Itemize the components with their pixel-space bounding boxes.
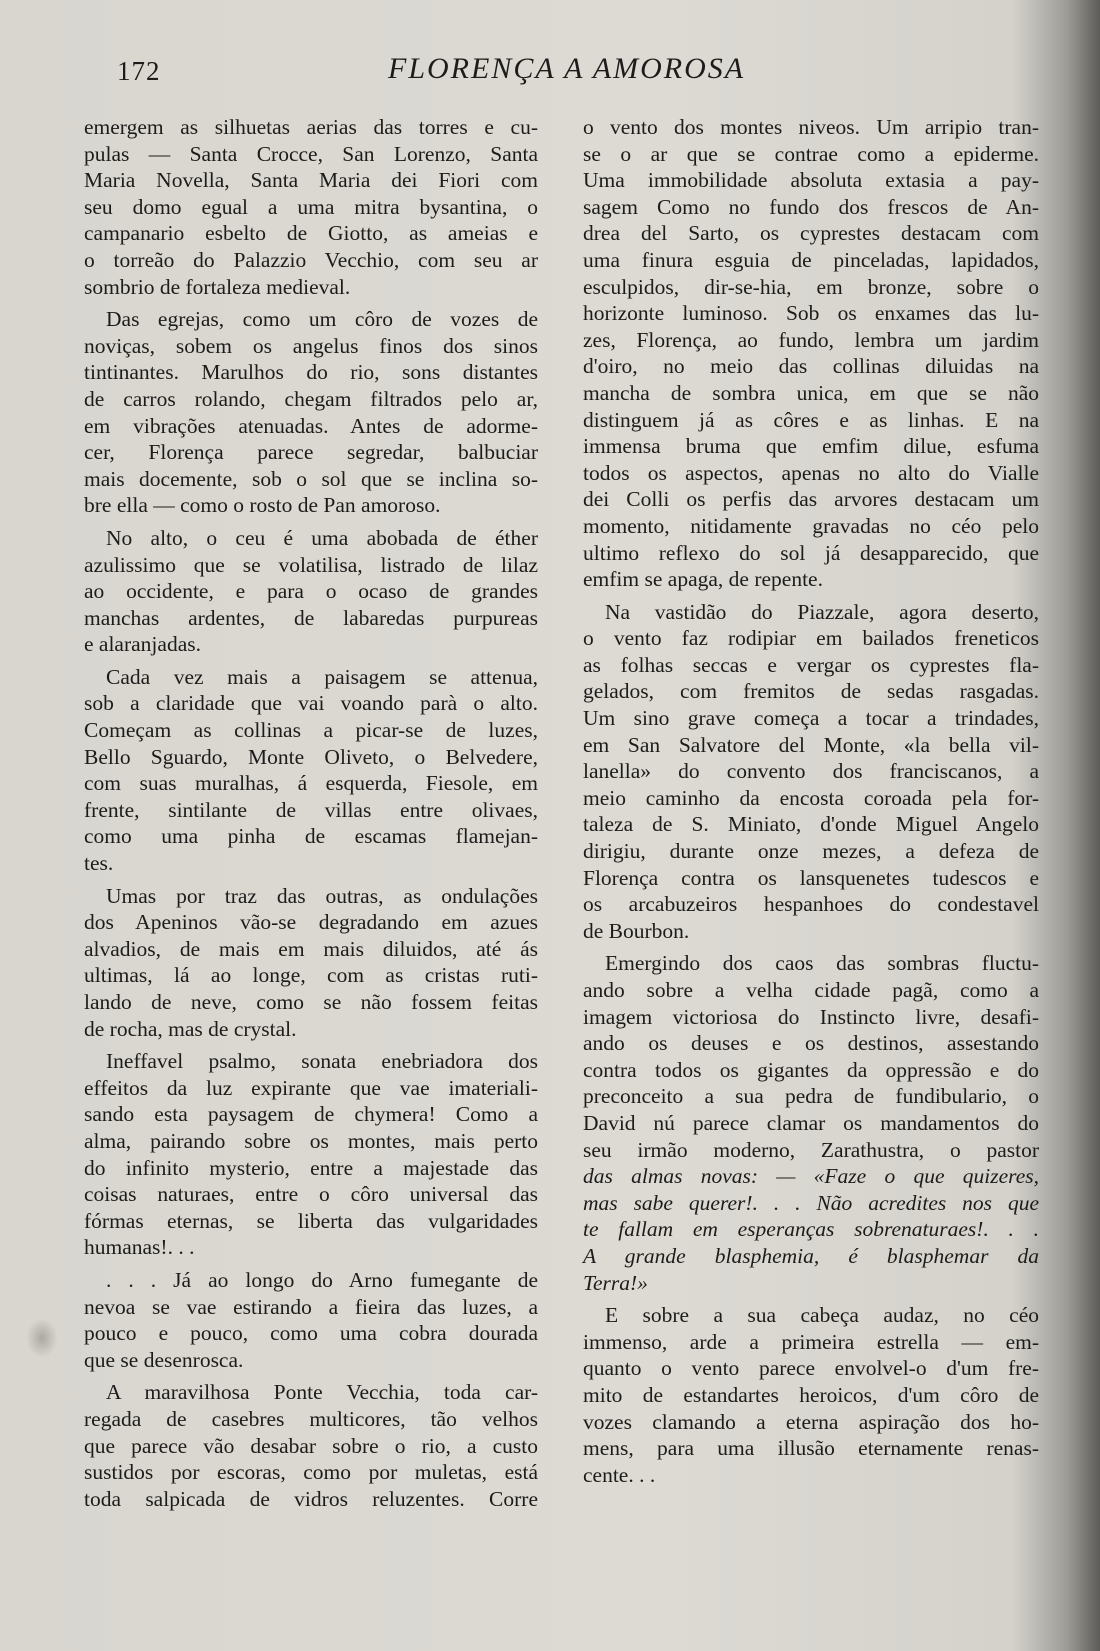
text-line: Na vastidão do Piazzale, agora deserto, xyxy=(605,599,1039,624)
paragraph xyxy=(84,525,538,658)
text-line: vozes clamando a eterna aspiração dos ho- xyxy=(583,1409,1039,1434)
text-line: Cada vez mais a paisagem se attenua, xyxy=(106,664,538,689)
text-line: sando esta paysagem de chymera! Como a xyxy=(84,1102,538,1127)
text-line: tintinantes. Marulhos do rio, sons distantes xyxy=(84,360,538,385)
text-line: mancha de sombra unica, em que se não xyxy=(583,380,1039,405)
text-line: se o ar que se contrae como a epiderme. xyxy=(583,141,1039,166)
paragraph xyxy=(84,306,538,519)
text-line: Das egrejas, como um côro de vozes de xyxy=(106,307,538,332)
text-line: seu domo egual a uma mitra bysantina, o xyxy=(84,194,538,219)
text-line: humanas!. . . xyxy=(84,1235,195,1260)
text-line: immensa bruma que emfim dilue, esfuma xyxy=(583,434,1039,459)
text-line: Florença contra os lansquenetes tudescos e xyxy=(583,865,1039,890)
text-line: ao occidente, e para o ocaso de grandes xyxy=(84,579,538,604)
text-line: do infinito mysterio, entre a majestade das xyxy=(84,1155,538,1180)
text-line: alvadios, de mais em mais diluidos, até ás xyxy=(84,936,538,961)
text-line: fórmas eternas, se liberta das vulgaridades xyxy=(84,1208,538,1233)
text-line: No alto, o ceu é uma abobada de éther xyxy=(106,525,538,550)
text-line: horizonte luminoso. Sob os enxames das lu- xyxy=(583,301,1039,326)
text-line: noviças, sobem os angelus finos dos sinos xyxy=(84,333,538,358)
text-line: quanto o vento parece envolvel-o d'um fre- xyxy=(583,1356,1039,1381)
text-line: d'oiro, no meio das collinas diluidas na xyxy=(583,354,1039,379)
text-line: campanario esbelto de Giotto, as ameias e xyxy=(84,221,538,246)
running-title: FLORENÇA A AMOROSA xyxy=(388,52,746,85)
text-line: sagem Como no fundo dos frescos de An- xyxy=(583,194,1039,219)
text-line: gelados, com fremitos de sedas rasgadas. xyxy=(583,679,1039,704)
text-line: tes. xyxy=(84,851,114,876)
text-line: David nú parece clamar os mandamentos do xyxy=(583,1110,1039,1135)
text-line: dos Apeninos vão-se degradando em azues xyxy=(84,910,538,935)
text-line: os arcabuzeiros hespanhoes do condestavel xyxy=(583,892,1039,917)
text-line: mas sabe querer!. . . Não acredites nos que xyxy=(583,1190,1039,1215)
text-line: ultimo reflexo do sol já desapparecido, que xyxy=(583,540,1039,565)
text-line: immenso, arde a primeira estrella — em- xyxy=(583,1329,1039,1354)
paragraph xyxy=(84,1267,538,1373)
text-line: como uma pinha de escamas flamejan- xyxy=(84,824,538,849)
text-line: o vento dos montes niveos. Um arripio tran- xyxy=(583,115,1039,139)
paragraph xyxy=(84,114,538,300)
ink-stain xyxy=(26,1318,58,1358)
text-line: que se desenrosca. xyxy=(84,1347,244,1372)
text-line: lando de neve, como se não fossem feitas xyxy=(84,990,538,1014)
text-line: sombrio de fortaleza medieval. xyxy=(84,274,351,299)
text-line: Umas por traz das outras, as ondulações xyxy=(106,883,538,908)
text-line: ando os deuses e os destinos, assestando xyxy=(583,1031,1039,1056)
text-line: Uma immobilidade absoluta extasia a pay- xyxy=(583,168,1039,193)
text-line: todos os aspectos, apenas no alto do Vialle xyxy=(583,460,1039,485)
paragraph xyxy=(583,950,1039,1296)
text-line: emfim se apaga, de repente. xyxy=(583,567,823,592)
paragraph xyxy=(583,1302,1039,1488)
text-line: imagem victoriosa do Instincto livre, desafi- xyxy=(583,1004,1039,1029)
text-line: drea del Sarto, os cyprestes destacam com xyxy=(583,221,1039,246)
text-line: que parece vão desabar sobre o rio, a custo xyxy=(84,1433,538,1458)
text-line: as folhas seccas e vergar os cyprestes fla- xyxy=(583,652,1039,677)
text-line: Terra!» xyxy=(583,1270,648,1295)
text-line: das almas novas: — «Faze o que quizeres, xyxy=(583,1164,1039,1189)
text-line: de carros rolando, chegam filtrados pelo ar, xyxy=(84,386,538,411)
text-line: distinguem já as côres e as linhas. E na xyxy=(583,407,1039,432)
text-line: pulas — Santa Crocce, San Lorenzo, Santa xyxy=(84,141,538,166)
text-line: Bello Sguardo, Monte Oliveto, o Belvedere, xyxy=(84,744,538,769)
text-line: pouco e pouco, como uma cobra dourada xyxy=(84,1321,538,1346)
running-header xyxy=(0,52,1100,92)
text-line: frente, sintilante de villas entre olivaes, xyxy=(84,797,538,822)
text-line: meio caminho da encosta coroada pela for- xyxy=(583,785,1039,810)
text-line: seu irmão moderno, Zarathustra, o pastor xyxy=(583,1137,1039,1162)
paragraph xyxy=(84,664,538,877)
text-line: coisas naturaes, entre o côro universal das xyxy=(84,1182,538,1207)
right-column xyxy=(583,114,1039,1494)
text-line: ultimas, lá ao longe, com as cristas ruti- xyxy=(84,963,538,988)
text-line: em San Salvatore del Monte, «la bella vil- xyxy=(583,732,1039,757)
text-line: sustidos por escoras, como por muletas, está xyxy=(84,1460,538,1485)
text-line: azulissimo que se volatilisa, listrado de lilaz xyxy=(84,552,538,577)
text-line: dirigiu, durante onze mezes, a defeza de xyxy=(583,839,1039,864)
text-line: Um sino grave começa a tocar a trindades, xyxy=(583,706,1039,731)
text-line: dei Colli os perfis das arvores destacam um xyxy=(583,487,1039,512)
text-line: de rocha, mas de crystal. xyxy=(84,1016,297,1041)
text-line: A maravilhosa Ponte Vecchia, toda car- xyxy=(106,1380,538,1405)
text-line: esculpidos, dir-se-hia, em bronze, sobre o xyxy=(583,274,1039,299)
text-line: em vibrações atenuadas. Antes de adormе- xyxy=(84,413,538,438)
text-line: bre ella — como o rosto de Pan amoroso. xyxy=(84,493,441,518)
text-line: mais docemente, sob o sol que se inclina so- xyxy=(84,466,538,491)
text-line: Maria Novella, Santa Maria dei Fiori com xyxy=(84,168,538,193)
text-line: de Bourbon. xyxy=(583,918,690,943)
text-line: lanella» do convento dos franciscanos, a xyxy=(583,759,1039,784)
text-line: e alaranjadas. xyxy=(84,632,201,657)
text-line: manchas ardentes, de labaredas purpureas xyxy=(84,605,538,630)
text-line: E sobre a sua cabeça audaz, no céo xyxy=(605,1303,1039,1328)
text-line: nevoa se vae estirando a fieira das luzes, a xyxy=(84,1294,538,1319)
text-line: toda salpicada de vidros reluzentes. Corre xyxy=(84,1486,538,1511)
text-line: effeitos da luz expirante que vae imateriali- xyxy=(84,1075,538,1100)
text-line: Ineffavel psalmo, sonata enebriadora dos xyxy=(106,1049,538,1074)
page-number: 172 xyxy=(117,56,161,86)
text-line: taleza de S. Miniato, d'onde Miguel Angelo xyxy=(583,812,1039,837)
text-line: cer, Florença parece segredar, balbuciar xyxy=(84,440,538,465)
left-column xyxy=(84,114,538,1518)
text-line: o vento faz rodipiar em bailados freneticos xyxy=(583,626,1039,651)
text-line: regada de casebres multicores, tão velhos xyxy=(84,1406,538,1431)
paragraph xyxy=(84,1048,538,1261)
text-line: A grande blasphemia, é blasphemar da xyxy=(583,1243,1039,1268)
text-line: te fallam em esperanças sobrenaturaes!. . . xyxy=(583,1217,1039,1242)
text-line: preconceito a sua pedra de fundibulario, o xyxy=(583,1084,1039,1109)
text-line: Começam as collinas a picar-se de luzes, xyxy=(84,718,538,743)
text-line: alma, pairando sobre os montes, mais perto xyxy=(84,1128,538,1153)
paragraph xyxy=(583,599,1039,945)
paragraph xyxy=(84,883,538,1043)
text-line: ando sobre a velha cidade pagã, como a xyxy=(583,978,1039,1002)
text-line: momento, nitidamente gravadas no céo pelo xyxy=(583,513,1039,538)
text-line: emergem as silhuetas aerias das torres e cu- xyxy=(84,115,538,139)
text-line: . . . Já ao longo do Arno fumegante de xyxy=(106,1267,538,1292)
text-line: cente. . . xyxy=(583,1462,656,1487)
text-line: zes, Florença, ao fundo, lembra um jardim xyxy=(583,327,1039,352)
paragraph xyxy=(583,114,1039,593)
text-line: uma finura esguia de pinceladas, lapidados, xyxy=(583,247,1039,272)
text-line: mens, para uma illusão eternamente renas- xyxy=(583,1436,1039,1461)
text-line: o torreão do Palazzio Vecchio, com seu ar xyxy=(84,247,538,272)
text-line: Emergindo dos caos das sombras fluctu- xyxy=(605,951,1039,976)
text-line: mito de estandartes heroicos, d'um côro de xyxy=(583,1382,1039,1407)
paragraph xyxy=(84,1379,538,1512)
text-line: sob a claridade que vai voando parà o alto. xyxy=(84,691,538,716)
text-line: contra todos os gigantes da oppressão e do xyxy=(583,1057,1039,1082)
text-line: com suas muralhas, á esquerda, Fiesole, em xyxy=(84,771,538,796)
